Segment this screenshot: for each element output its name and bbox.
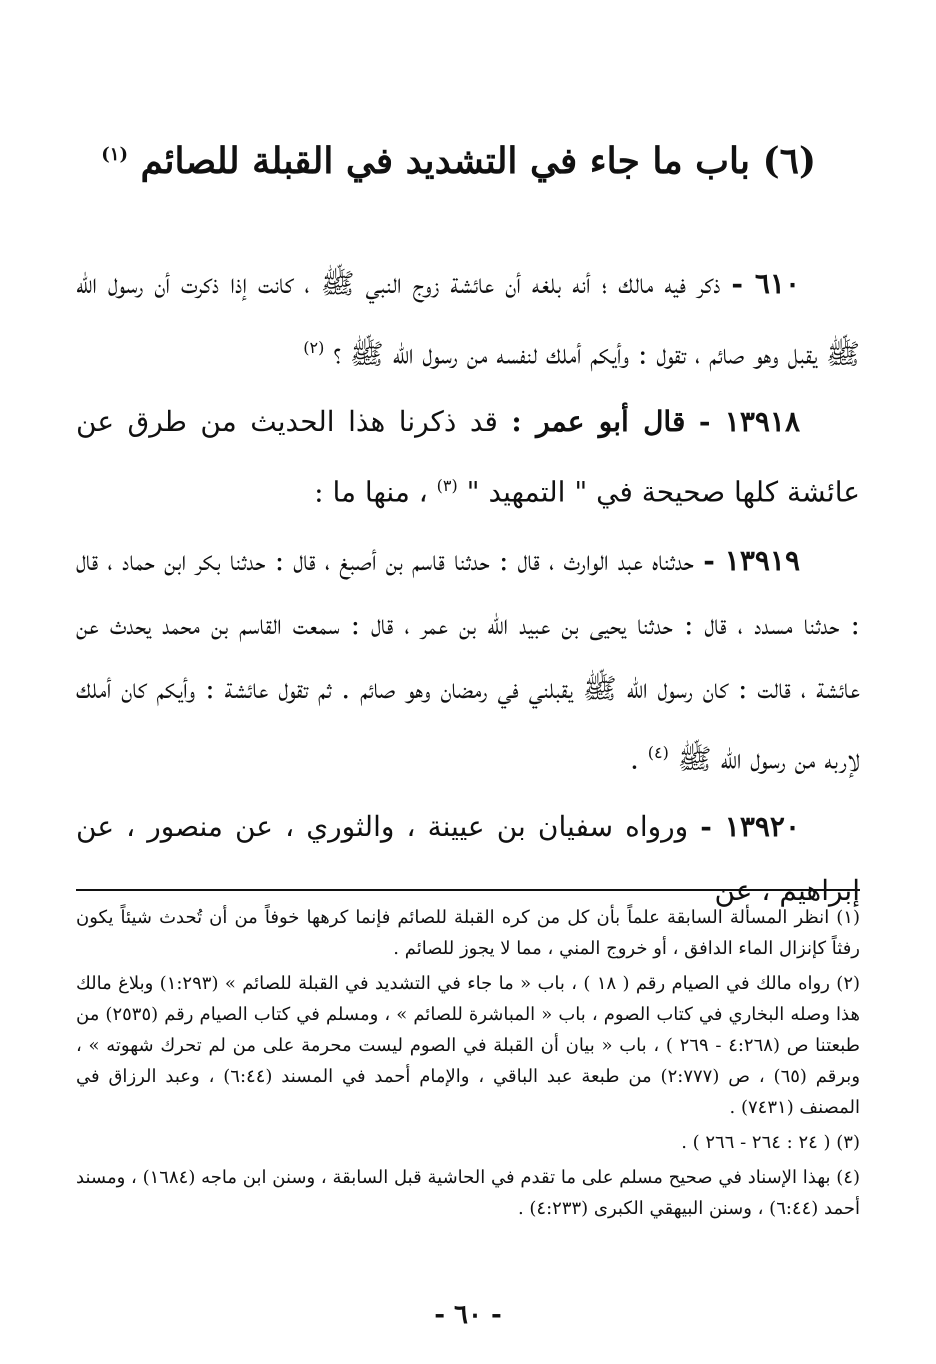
paragraph-trailing-text: ، منها ما :	[314, 475, 428, 509]
footnote-1: (١) انظر المسألة السابقة علماً بأن كل من كره القبلة للصائم فإنما كرهها خوفاً من أن تُحدث شيئاً يكون رفثاً كإنزال الماء الدافق ، أو خروج المني ، مما لا يجوز للصائم .	[76, 907, 860, 959]
chapter-footnote-marker: (١)	[101, 144, 128, 165]
footnote-marker: (٤)	[647, 742, 669, 762]
main-text	[76, 252, 860, 927]
page-number: - ٦٠ -	[434, 1300, 502, 1330]
footnote-marker: (٣)	[436, 476, 458, 496]
isnad-paragraph	[76, 529, 860, 791]
chapter-title-text: (٦) باب ما جاء في التشديد في القبلة للصائم	[140, 140, 816, 182]
footnote-3: (٣) ( ٢٤ : ٢٦٤ - ٢٦٦ ) .	[681, 1132, 860, 1153]
footnote-divider	[76, 889, 860, 891]
paragraph-number: ٦١٠ -	[731, 267, 800, 300]
chapter-title	[101, 128, 816, 188]
paragraph-trailing-text: .	[629, 741, 639, 775]
footnote-marker: (٢)	[303, 338, 325, 357]
paragraph-number: ١٣٩١٨ -	[698, 405, 800, 439]
hadith-paragraph	[76, 252, 860, 386]
footnotes-section	[76, 902, 860, 1228]
speaker-label: قال أبو عمر :	[511, 405, 686, 439]
paragraph-text: ورواه سفيان بن عيينة ، والثوري ، عن منصور ، عن إبراهيم ، عن	[76, 809, 860, 907]
footnote-4: (٤) بهذا الإسناد في صحيح مسلم على ما تقدم في الحاشية قبل السابقة ، وسنن ابن ماجه (١٦٨٤) ، ومسند أحمد (٦:٤٤) ، وسنن البيهقي الكبرى (٤:٢٣٣) .	[76, 1167, 860, 1219]
paragraph-number: ١٣٩٢٠ -	[700, 809, 800, 843]
paragraph-text: ذكر فيه مالك ؛ أنه بلغه أن عائشة زوج النبي ﷺ ، كانت إذا ذكرت أن رسول الله ﷺ يقبل وهو صائم ، تقول : وأيكم أملك لنفسه من رسول الله ﷺ ؟	[76, 267, 860, 371]
commentary-paragraph	[76, 390, 860, 524]
footnote-2: (٢) رواه مالك في الصيام رقم ( ١٨ ) ، باب « ما جاء في التشديد في القبلة للصائم » (١:٢٩٣) وبلاغ مالك هذا وصله البخاري في كتاب الصوم ، باب « المباشرة للصائم » ، ومسلم في كتاب الصيام رقم (٢٥٣٥) من طبعتنا ص (٤:٢٦٨ - ٢٦٩ ) ، باب « بيان أن القبلة في الصوم ليست محرمة على من لم تحرك شهوته » ، وبرقم (٦٥) ، ص (٢:٧٧٧) من طبعة عبد الباقي ، والإمام أحمد في المسند (٦:٤٤) ، وعبد الرزاق في المصنف (٧٤٣١) .	[76, 973, 861, 1118]
paragraph-text: قد ذكرنا هذا الحديث من طرق عن عائشة كلها صحيحة في " التمهيد "	[76, 405, 860, 509]
paragraph-text: حدثناه عبد الوارث ، قال : حدثنا قاسم بن أصبغ ، قال : حدثنا بكر ابن حماد ، قال : حدثنا مسدد ، قال : حدثنا يحيى بن عبيد الله بن عمر ، قال : سمعت القاسم بن محمد يحدث عن عائشة ، قالت : كان رسول الله ﷺ يقبلني في رمضان وهو صائم . ثم تقول عائشة : وأيكم كان أملك لإربه من رسول الله ﷺ	[76, 543, 860, 775]
paragraph-number: ١٣٩١٩ -	[703, 543, 800, 577]
